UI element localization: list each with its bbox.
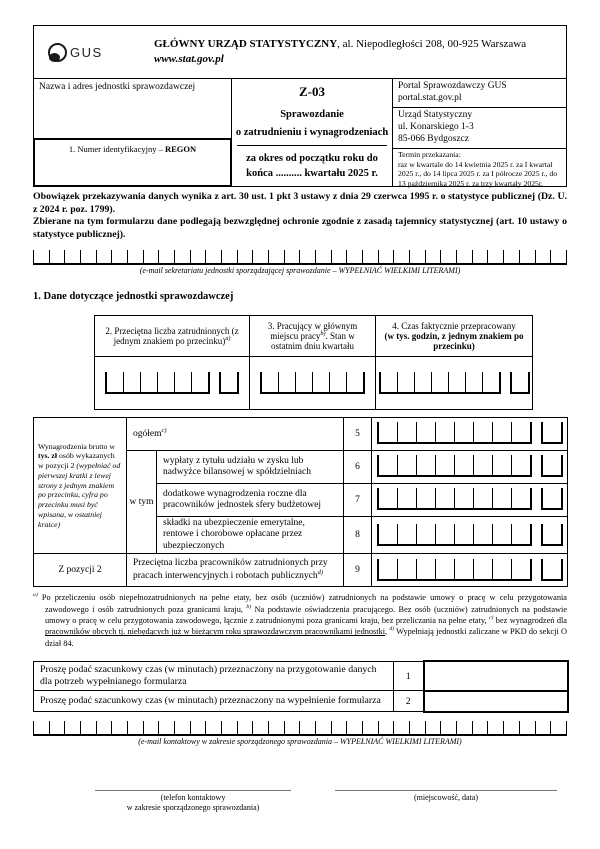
org-address: , al. Niepodległości 208, 00-925 Warszawa	[337, 38, 527, 51]
wages-row-6-number: 6	[344, 450, 372, 483]
z-pozycji-label: Z pozycji 2	[34, 554, 127, 587]
place-date-signature-line[interactable]	[335, 790, 557, 791]
stats-col2-cell	[95, 356, 250, 409]
form-code: Z-03	[299, 84, 325, 99]
time-row-2	[34, 691, 568, 712]
email-secretariat-caption: (e-mail sekretariatu jednostki sporządzającej sprawozdanie – WYPEŁNIAĆ WIELKIMI LITERAMI)	[139, 265, 461, 275]
intervention-works-field[interactable]	[377, 559, 563, 581]
wages-row-9-cell	[372, 554, 568, 587]
wages-total-field[interactable]	[377, 422, 563, 444]
phone-signature-line[interactable]	[95, 790, 291, 791]
org-website: www.stat.gov.pl	[154, 53, 224, 65]
wages-row-9-label: Przeciętna liczba pracowników zatrudnionych przy pracach interwencyjnych i robotach publicznych$^{d)}$	[127, 554, 344, 587]
regon-label: 1. Numer identyfikacyjny –	[68, 144, 165, 154]
period-line1: za okres od początku roku do	[246, 153, 378, 164]
portal-line1: Portal Sprawozdawczy GUS	[398, 81, 507, 91]
stats-col3-cell	[250, 356, 376, 409]
employees-avg-field[interactable]	[105, 372, 239, 394]
portal-line2: portal.stat.gov.pl	[398, 93, 462, 104]
org-name: GŁÓWNY URZĄD STATYSTYCZNY	[154, 38, 338, 51]
wages-row-8-number: 8	[344, 516, 372, 553]
insurance-contrib-field[interactable]	[377, 524, 563, 546]
w-tym-label: w tym	[127, 450, 157, 553]
office-line2: ul. Konarskiego 1-3	[398, 122, 474, 133]
annual-bonus-field[interactable]	[377, 488, 563, 510]
form-title-line1: Sprawozdanie	[280, 109, 344, 120]
time-estimate-table	[33, 660, 569, 712]
info-row	[34, 79, 566, 189]
wages-row-6-cell	[372, 450, 568, 483]
title-divider	[237, 145, 387, 146]
deadline-title: Termin przekazania:	[398, 149, 461, 159]
wages-side-label: Wynagrodzenia brutto w tys. zł osób wykazanych w pozycji 2 (wypełniać od pierwszej kratki z lewej strony z jednym znakiem po przecinku, cyfra po przecinku musi być wpisana, w ostatniej kratce)	[34, 417, 127, 553]
footnotes: $^{a)}$ Po przeliczeniu osób niepełnozatrudnionych na pełne etaty, bez osób (uczniów) zatrudnionych na podstawie umowy o pracę w celu przygotowania zawodowego i osób zatrudnionych poza granicami kraju, $^{b)}$ Na podstawie oświadczenia pracującego. Bez osób (uczniów) zatrudnionych na podstawie umowy o pracę w celu przygotowania zawodowego, łącznie z zatrudnionymi poza granicami kraju, bez przeliczania na pełne etaty, $^{c)}$ bez wynagrodzeń dla pracowników obcych tj. niebędących już w bieżącym roku sprawozdawczym pracownikami jednostki, $^{d)}$ Wypełniają jednostki zaliczane w PKD do sekcji O dział 84.	[33, 592, 567, 648]
wages-row-5	[34, 417, 568, 450]
place-date-caption: (miejscowość, data)	[414, 792, 478, 802]
hours-worked-field[interactable]	[379, 372, 530, 394]
time-row-2-label: Proszę podać szacunkowy czas (w minutach) przeznaczony na wypełnienie formularza	[34, 691, 394, 712]
workers-main-job-field[interactable]	[260, 372, 365, 394]
form-title-line2: o zatrudnieniu i wynagrodzeniach	[235, 127, 389, 138]
time-row-2-number: 2	[394, 691, 424, 712]
email-secretariat-field[interactable]	[33, 250, 567, 265]
wages-row-8-label: składki na ubezpieczenie emerytalne, rentowe i chorobowe opłacane przez ubezpieczonych	[157, 516, 344, 553]
time-row-1	[34, 661, 568, 690]
phone-caption-line2: w zakresie sporządzonego sprawozdania)	[126, 803, 260, 813]
wages-row-8-cell	[372, 516, 568, 553]
place-date-signature	[335, 790, 557, 814]
time-row-1-label: Proszę podać szacunkowy czas (w minutach) przeznaczony na przygotowanie danych dla potrzeb wypełnianego formularza	[34, 661, 394, 690]
regon-label-bold: REGON	[164, 144, 197, 154]
gus-logo-text: GUS	[70, 44, 103, 60]
time-row-1-number: 1	[394, 661, 424, 690]
wages-row-5-number: 5	[344, 417, 372, 450]
regon-field[interactable]	[33, 138, 232, 187]
stats-col2-header: 2. Przeciętna liczba zatrudnionych (z jednym znakiem po przecinku)$^{a)}$	[95, 315, 250, 356]
top-frame	[33, 25, 567, 187]
wages-row-9-number: 9	[344, 554, 372, 587]
wages-table	[33, 417, 568, 587]
gus-logo	[48, 43, 154, 62]
stats-col4-header: 4. Czas faktycznie przepracowany (w tys. godzin, z jednym znakiem po przecinku)	[376, 315, 533, 356]
wages-row-7-cell	[372, 483, 568, 516]
signature-area	[33, 790, 567, 814]
phone-caption-line1: (telefon kontaktowy	[160, 792, 226, 802]
wages-row-6-label: wypłaty z tytułu udziału w zysku lub nadwyżce bilansowej w spółdzielniach	[157, 450, 344, 483]
email-contact-caption: (e-mail kontaktowy w zakresie sporządzonego sprawozdania – WYPEŁNIAĆ WIELKIMI LITERAMI)	[138, 736, 462, 746]
header-text	[154, 37, 526, 67]
legal-paragraph-2: Zbierane na tym formularzu dane podlegają bezwzględnej ochronie zgodnie z zasadą tajemnicy statystycznej (art. 10 ustawy o statystyce publicznej).	[33, 216, 567, 241]
wages-row-5-cell	[372, 417, 568, 450]
legal-paragraph-1: Obowiązek przekazywania danych wynika z art. 30 ust. 1 pkt 3 ustawy z dnia 29 czerwca 1995 r. o statystyce publicznej (Dz. U. z 2024 r. poz. 1799).	[33, 191, 567, 215]
office-info-cell	[393, 79, 566, 189]
wages-row-9	[34, 554, 568, 587]
legal-notice	[33, 191, 567, 242]
form-title-cell	[232, 79, 393, 186]
gus-header	[34, 26, 566, 79]
deadline-body: raz w kwartale do 14 kwietnia 2025 r. za I kwartał 2025 r., do 14 lipca 2025 r. za I półrocze 2025 r., do 13 października 2025 r. za trzy kwartały 2025r.	[398, 159, 558, 189]
email-contact-field[interactable]	[33, 721, 567, 736]
time-row-1-input-box[interactable]	[424, 661, 568, 690]
stats-col4-cell	[376, 356, 533, 409]
profit-share-field[interactable]	[377, 455, 563, 477]
phone-signature	[95, 790, 291, 814]
office-line1: Urząd Statystyczny	[398, 109, 473, 120]
stats-col3-header: 3. Pracujący w głównym miejscu pracy$^{b)}$. Stan w ostatnim dniu kwartału	[250, 315, 376, 356]
office-line3: 85-066 Bydgoszcz	[398, 134, 469, 145]
gus-logo-icon	[48, 43, 67, 62]
wages-row-7-label: dodatkowe wynagrodzenia roczne dla pracowników jednostek sfery budżetowej	[157, 483, 344, 516]
unit-address-label: Nazwa i adres jednostki sprawozdawczej	[39, 82, 196, 92]
wages-row-7-number: 7	[344, 483, 372, 516]
wages-row-5-label: ogółem$^{c)}$	[127, 417, 344, 450]
unit-address-cell	[34, 79, 232, 186]
section1-title: 1. Dane dotyczące jednostki sprawozdawczej	[33, 290, 234, 302]
period-line2: końca .......... kwartału 2025 r.	[246, 168, 378, 180]
unit-stats-table	[94, 315, 533, 410]
time-row-2-input-box[interactable]	[424, 691, 568, 712]
